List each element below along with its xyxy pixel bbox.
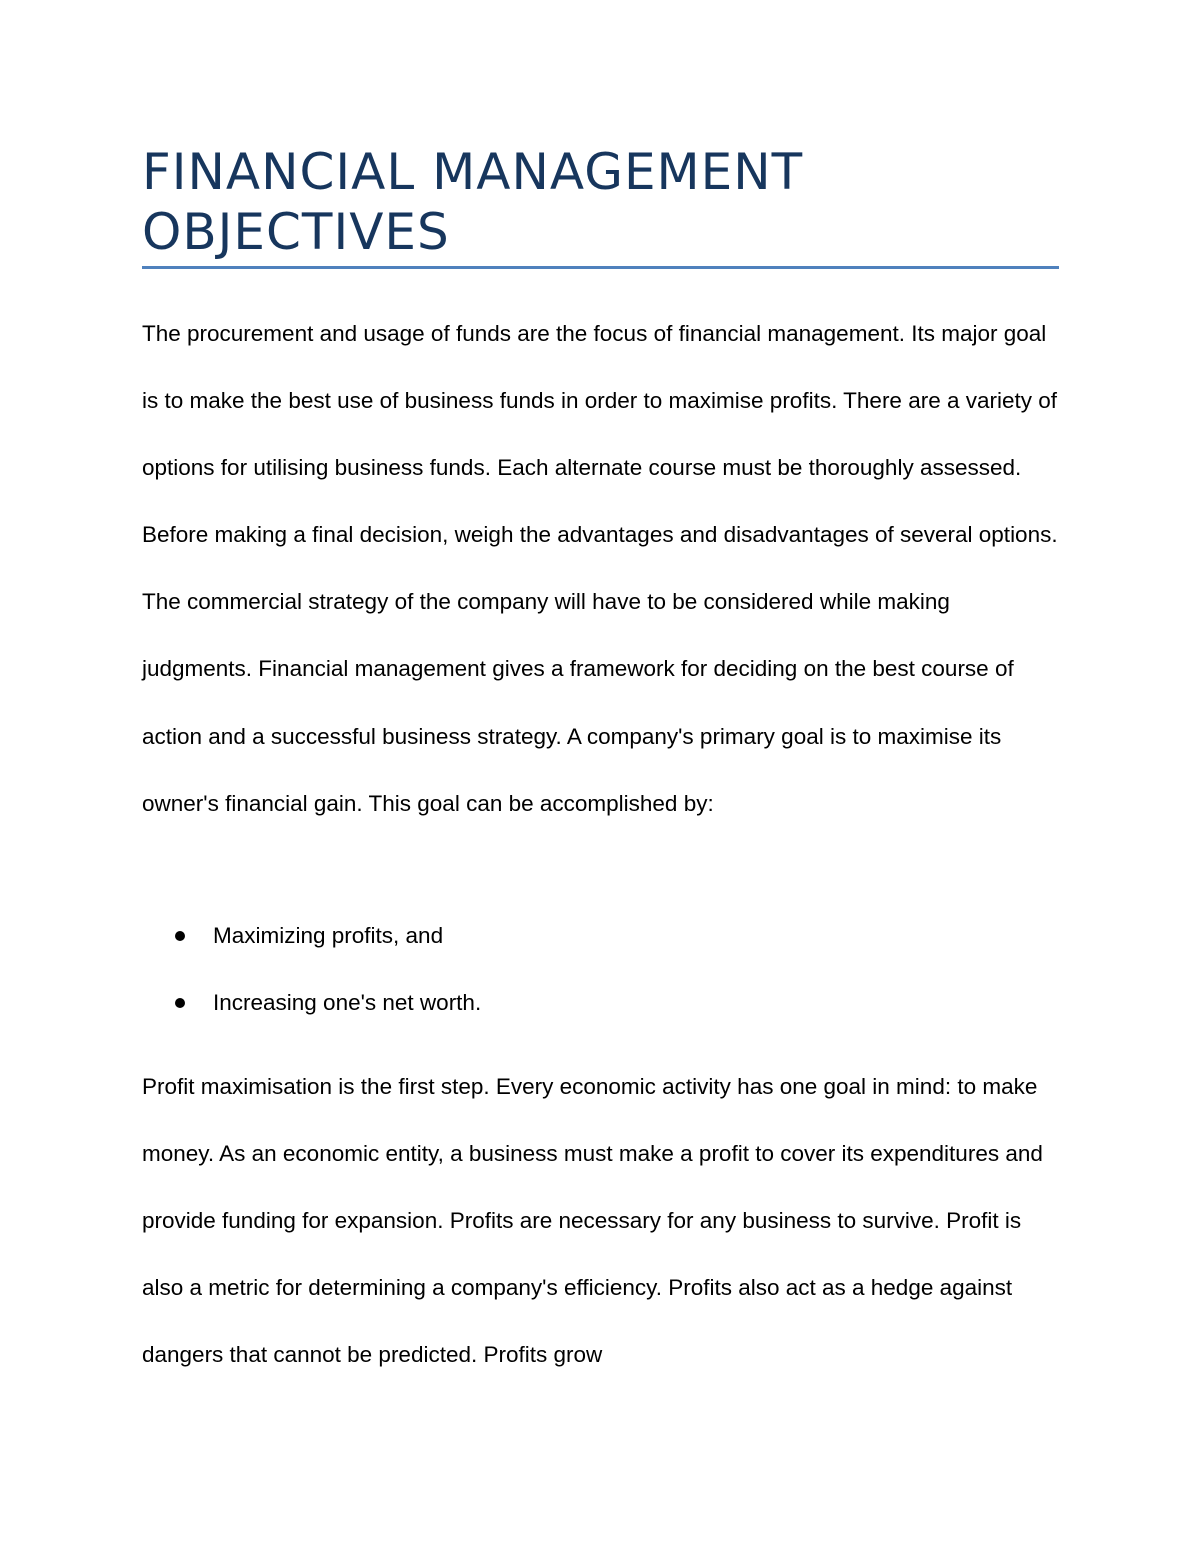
list-item xyxy=(142,913,1062,980)
title-line-2: OBJECTIVES xyxy=(142,203,450,261)
list-item xyxy=(142,980,1062,1047)
paragraph-profit-maximisation: Profit maximisation is the first step. Every economic activity has one goal in mind: to make money. As an economic entity, a business must make a profit to cover its expenditures and provide funding for expansion. Profits are necessary for any business to survive. Profit is also a metric for determining a company's efficiency. Profits also act as a hedge against dangers that cannot be predicted. Profits grow xyxy=(142,1074,1043,1368)
list-item-text: Maximizing profits, and xyxy=(213,923,444,948)
title-underline xyxy=(142,266,1059,269)
paragraph-intro: The procurement and usage of funds are the focus of financial management. Its major goal is to make the best use of business funds in order to maximise profits. There are a variety of options for utilising business funds. Each alternate course must be thoroughly assessed. Before making a final decision, weigh the advantages and disadvantages of several options. The commercial strategy of the company will have to be considered while making judgments. Financial management gives a framework for deciding on the best course of action and a successful business strategy. A company's primary goal is to maximise its owner's financial gain. This goal can be accomplished by: xyxy=(142,321,1058,816)
page-title xyxy=(142,142,1059,262)
bullet-icon xyxy=(175,998,185,1008)
bullet-list xyxy=(142,913,1062,1047)
title-line-1: FINANCIAL MANAGEMENT xyxy=(142,143,804,201)
list-item-text: Increasing one's net worth. xyxy=(213,990,482,1015)
bullet-icon xyxy=(175,931,185,941)
